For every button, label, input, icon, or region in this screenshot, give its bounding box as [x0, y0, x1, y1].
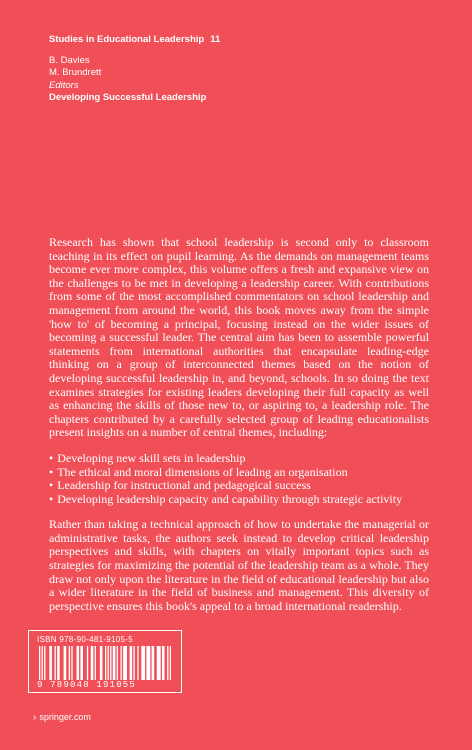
chevron-right-icon: › — [33, 712, 37, 723]
theme-list — [49, 452, 429, 506]
barcode-bar — [141, 646, 145, 680]
theme-item: • Developing new skill sets in leadership — [49, 452, 429, 466]
theme-item: • Developing leadership capacity and capability through strategic activity — [49, 493, 429, 507]
theme-item: • The ethical and moral dimensions of leading an organisation — [49, 466, 429, 480]
barcode-bar — [95, 646, 96, 680]
barcode-bar — [123, 646, 127, 680]
barcode-bar — [69, 646, 70, 680]
barcode-bar — [170, 646, 171, 680]
blurb-paragraph: Rather than taking a technical approach of how to undertake the managerial or administrative tasks, the authors seek instead to develop critical leadership perspectives and skills, with chapters on vitally important topics such as strategies for maximizing the potential of the leadership team as a whole. They draw not only upon the literature in the field of educational leadership but also a wider literature in the field of business and management. This diversity of perspective ensures this book's appeal to a broad international readership. — [49, 517, 429, 613]
barcode-bar — [49, 646, 52, 680]
publisher-link[interactable] — [33, 712, 91, 723]
barcode-bar — [110, 646, 111, 680]
series-line — [49, 34, 220, 47]
book-title: Developing Successful Leadership — [49, 92, 207, 103]
barcode-bar — [167, 646, 168, 680]
theme-item: • Leadership for instructional and pedagogical success — [49, 479, 429, 493]
barcode-bar — [77, 646, 80, 680]
barcode-icon — [39, 646, 173, 680]
barcode-bar — [39, 646, 40, 680]
barcode-bar — [64, 646, 67, 680]
barcode-bar — [100, 646, 103, 680]
barcode-bar — [91, 646, 94, 680]
barcode-bar — [137, 646, 138, 680]
barcode-box — [28, 630, 182, 693]
barcode-bar — [121, 646, 122, 680]
barcode-bar — [113, 646, 116, 680]
editors-label: Editors — [49, 79, 79, 91]
back-cover-blurb — [49, 236, 429, 613]
barcode-bar — [157, 646, 161, 680]
series-number: 11 — [210, 34, 221, 45]
barcode-bar — [71, 646, 72, 680]
barcode-bar — [146, 646, 150, 680]
series-title: Studies in Educational Leadership — [49, 34, 205, 45]
isbn-text: ISBN 978-90-481-9105-5 — [37, 635, 133, 644]
barcode-bar — [57, 646, 60, 680]
editor-name: B. Davies — [49, 54, 90, 66]
barcode-bar — [130, 646, 133, 680]
barcode-bar — [55, 646, 56, 680]
barcode-bar — [133, 646, 134, 680]
cover-header — [49, 34, 220, 105]
barcode-bar — [87, 646, 88, 680]
barcode-bar — [44, 646, 45, 680]
publisher-name: springer.com — [39, 712, 91, 722]
barcode-bar — [108, 646, 109, 680]
blurb-paragraph: Research has shown that school leadership is second only to classroom teaching in its effect on pupil learning. As the demands on management teams become ever more complex, this volume offers a fresh and expansive view on the challenges to be met in developing a leadership career. With contributions from some of the most accomplished commentators on school leadership and management from around the world, this book moves away from the simple 'how to' of becoming a principal, focusing instead on the wider issues of becoming a successful leader. The central aim has been to assemble powerful statements from international authorities that encapsulate leading-edge thinking on a group of interconnected themes based on the notion of developing successful leadership in, and beyond, schools. In so doing the text examines strategies for existing leaders developing their full capacity as well as enhancing the skills of those new to, or aspiring to, a leadership role. The chapters contributed by a carefully selected group of leading educationalists present insights on a number of central themes, including: — [49, 235, 429, 440]
barcode-digits: 9 789048 191055 — [37, 680, 137, 690]
barcode-bar — [162, 646, 165, 680]
barcode-bar — [80, 646, 83, 680]
barcode-bar — [42, 646, 43, 680]
editor-name: M. Brundrett — [49, 67, 102, 78]
barcode-bar — [152, 646, 155, 680]
barcode-bar — [105, 646, 106, 680]
barcode-bar — [117, 646, 118, 680]
